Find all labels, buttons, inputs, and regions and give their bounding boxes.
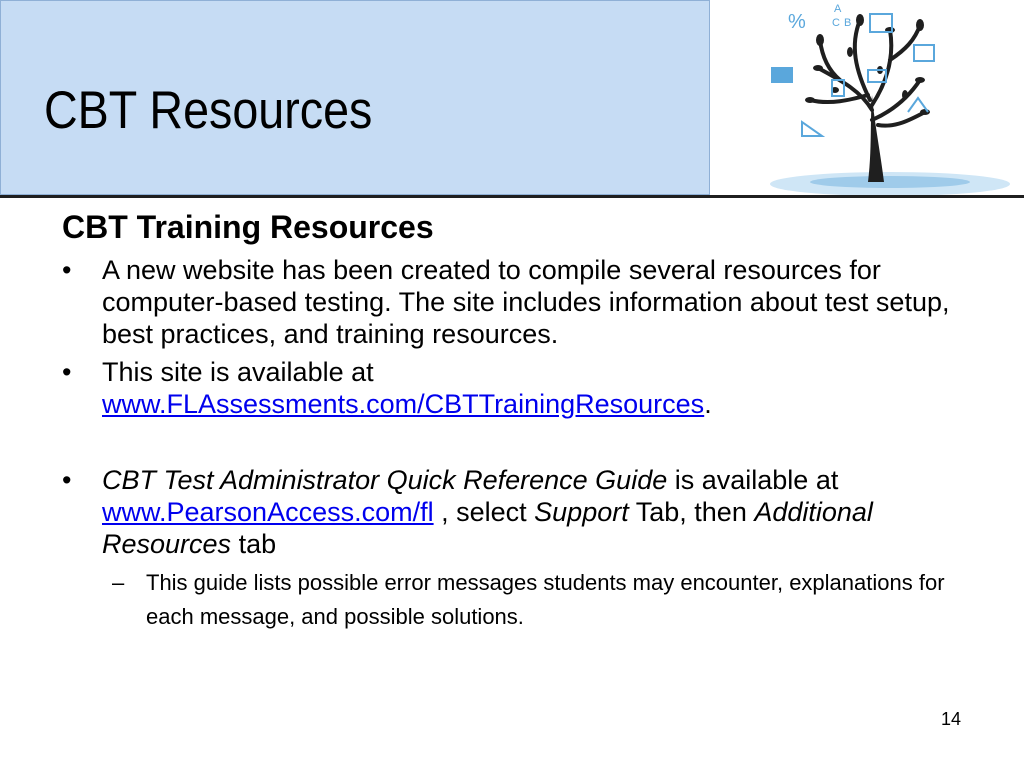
percent-icon: % <box>788 11 806 33</box>
education-icons <box>772 3 934 136</box>
slide-title: CBT Resources <box>44 81 373 140</box>
pearson-access-link[interactable]: www.PearsonAccess.com/fl <box>102 497 434 527</box>
then-text: Tab, then <box>628 497 755 527</box>
bullet-website <box>62 254 962 350</box>
fl-assessments-link[interactable]: www.FLAssessments.com/CBTTrainingResources <box>102 389 705 419</box>
title-panel <box>0 0 710 195</box>
tab-text: tab <box>231 529 277 559</box>
sub-bullet-text: This guide lists possible error messages students may encounter, explanations for each message, and possible solutions. <box>146 570 945 629</box>
tree-leaves <box>805 14 930 115</box>
logo-panel <box>710 0 1024 195</box>
section-heading: CBT Training Resources <box>62 209 434 245</box>
svg-text:C: C <box>832 17 840 29</box>
svg-text:A: A <box>834 3 842 15</box>
sub-bullet-dash: – <box>112 570 125 595</box>
period-text: . <box>704 389 712 419</box>
select-text: , select <box>433 497 535 527</box>
stack-icon <box>772 68 792 82</box>
additional-resources-text: Additional Resources <box>102 497 873 559</box>
book-icon <box>914 45 934 61</box>
bullet-dot: • <box>62 465 72 495</box>
guide-title: CBT Test Administrator Quick Reference Guide <box>102 465 668 495</box>
bullet-dot: • <box>62 357 72 387</box>
bullet-availability-text: This site is available at <box>102 357 374 387</box>
sub-bullet-guide-details <box>62 566 966 634</box>
svg-text:B: B <box>844 17 852 29</box>
support-tab-text: Support <box>534 497 629 527</box>
bullet-availability <box>62 356 962 420</box>
slide-body <box>62 206 962 634</box>
bullet-dot: • <box>62 255 72 285</box>
bullet-website-text: A new website has been created to compile several resources for computer-based testing. The site includes information about test setup, best practices, and training resources. <box>102 255 950 349</box>
slide-header <box>0 0 1024 198</box>
header-rule <box>0 195 1024 198</box>
bullet-reference-guide <box>62 464 962 560</box>
ruler-triangle-icon <box>802 122 822 136</box>
page-number: 14 <box>941 709 962 729</box>
spacer <box>62 420 962 458</box>
tree-logo-icon <box>710 0 1024 195</box>
guide-availability-text: is available at <box>667 465 839 495</box>
